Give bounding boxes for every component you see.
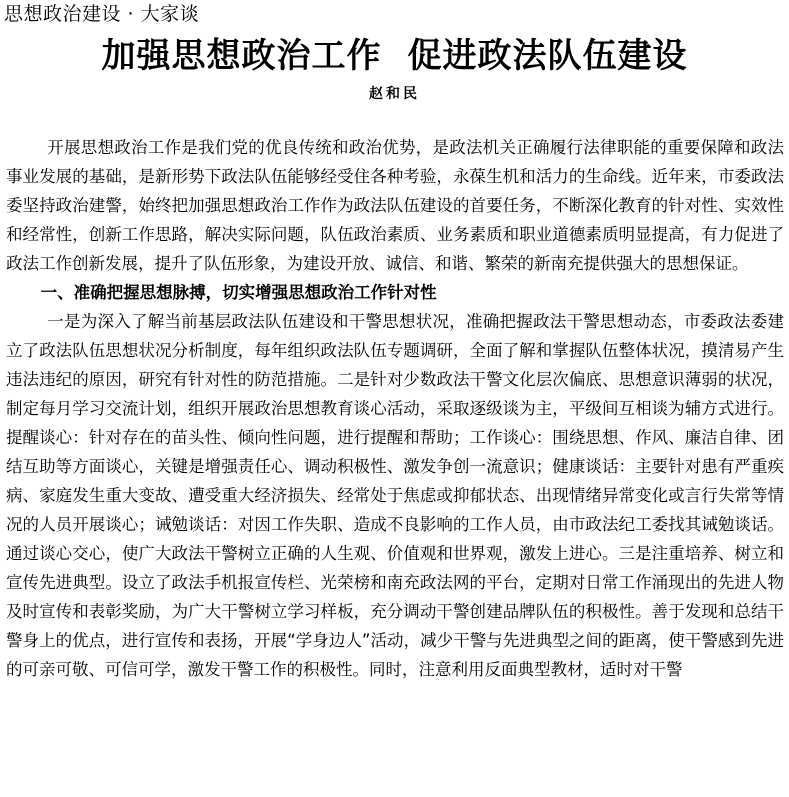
article-title (0, 34, 789, 78)
article-author: 赵和民 (369, 86, 420, 102)
article-paragraph: 一是为深入了解当前基层政法队伍建设和干警思想状况，准确把握政法干警思想动态，市委政法委建立了政法队伍思想状况分析制度，每年组织政法队伍专题调研，全面了解和掌握队伍整体状况，摸清易产生违法违纪的原因，研究有针对性的防范措施。二是针对少数政法干警文化层次偏底、思想意识薄弱的状况，制定每月学习交流计划，组织开展政治思想教育谈心活动，采取逐级谈为主，平级间互相谈为辅方式进行。提醒谈心：针对存在的苗头性、倾向性问题，进行提醒和帮助；工作谈心：围绕思想、作风、廉洁自律、团结互助等方面谈心，关键是增强责任心、调动积极性、激发争创一流意识；健康谈话：主要针对患有严重疾病、家庭发生重大变故、遭受重大经济损失、经常处于焦虑或抑郁状态、出现情绪异常变化或言行失常等情况的人员开展谈心；诫勉谈话：对因工作失职、造成不良影响的工作人员，由市政法纪工委找其诫勉谈话。通过谈心交心，使广大政法干警树立正确的人生观、价值观和世界观，激发上进心。三是注重培养、树立和宣传先进典型。设立了政法手机报宣传栏、光荣榜和南充政法网的平台，定期对日常工作涌现出的先进人物及时宣传和表彰奖励，为广大干警树立学习样板，充分调动干警创建品牌队伍的积极性。善于发现和总结干警身上的优点，进行宣传和表扬，开展“学身边人”活动，减少干警与先进典型之间的距离，使干警感到先进的可亲可敬、可信可学，激发干警工作的积极性。同时，注意利用反面典型教材，适时对干警 (6, 312, 784, 679)
article-paragraph: 开展思想政治工作是我们党的优良传统和政治优势，是政法机关正确履行法律职能的重要保障和政法事业发展的基础，是新形势下政法队伍能够经受住各种考验，永葆生机和活力的生命线。近年来，市委政法委坚持政治建警，始终把加强思想政治工作作为政法队伍建设的首要任务，不断深化教育的针对性、实效性和经常性，创新工作思路，解决实际问题，队伍政治素质、业务素质和职业道德素质明显提高，有力促进了政法工作创新发展，提升了队伍形象，为建设开放、诚信、和谐、繁荣的新南充提供强大的思想保证。 (6, 138, 784, 273)
article-title-part-2: 促进政法队伍建设 (407, 36, 688, 76)
article-title-part-1: 加强思想政治工作 (101, 36, 382, 76)
article-body (6, 133, 784, 684)
column-tag: 思想政治建设 · 大家谈 (4, 3, 200, 25)
section-heading: 一、准确把握思想脉搏，切实增强思想政治工作针对性 (40, 283, 437, 302)
